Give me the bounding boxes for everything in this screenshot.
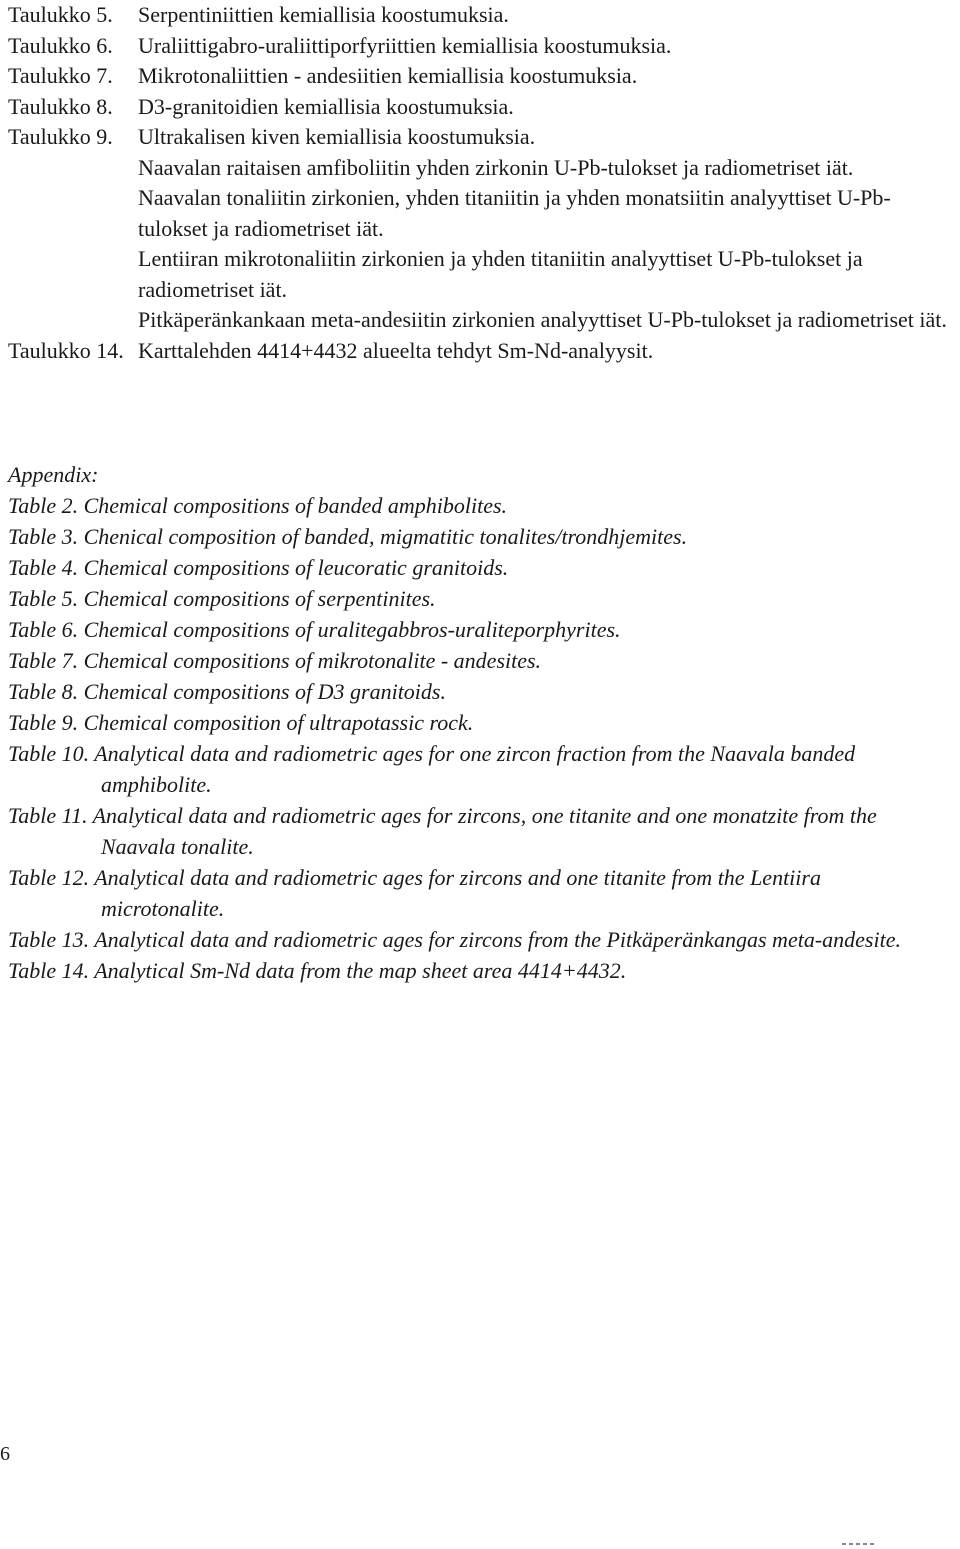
entry-text: Pitkäperänkankaan meta-andesiitin zirkonien analyyttiset U-Pb-tulokset ja radiometriset iät. [138,307,947,332]
entry-text: Chenical composition of banded, migmatitic tonalites/trondhjemites. [83,524,688,549]
entry-text: Analytical data and radiometric ages for one zircon fraction from the Naavala banded amphibolite. [94,741,856,797]
entry-label: Table 14. [8,958,90,983]
list-item [8,122,908,153]
entry-label [8,183,138,214]
entry-text: Uraliittigabro-uraliittiporfyriittien kemiallisia koostumuksia. [138,32,672,58]
entry-text: Chemical composition of ultrapotassic rock. [83,710,474,735]
entry-label: Table 11. [8,803,88,828]
list-item [8,92,908,123]
list-item [8,31,908,62]
entry-text: Analytical data and radiometric ages for zircons, one titanite and one monatzite from the Naavala tonalite. [92,803,877,859]
entry-text: Chemical compositions of uralitegabbros-uraliteporphyrites. [83,617,621,642]
entry-label: Table 10. [8,741,90,766]
entry-text: Karttalehden 4414+4432 alueelta tehdyt Sm-Nd-analyysit. [138,337,654,363]
list-item [8,244,958,305]
list-item [8,924,960,955]
list-item [8,490,908,521]
entry-text: Ultrakalisen kiven kemiallisia koostumuksia. [138,124,536,149]
entry-label [8,305,138,336]
entry-label: Taulukko 8. [8,93,113,119]
entry-text: Chemical compositions of mikrotonalite - andesites. [83,648,542,673]
list-item [8,676,908,707]
entry-label: Table 3. [8,524,79,549]
entry-label: Table 6. [8,617,79,642]
entry-text: D3-granitoidien kemiallisia koostumuksia. [138,93,514,119]
entry-label: Table 7. [8,648,79,673]
entry-label: Taulukko 14. [8,337,124,363]
entry-label: Taulukko 6. [8,32,113,58]
entry-label [8,153,138,184]
list-item [8,521,908,552]
page-number: 6 [0,1443,10,1465]
entry-label: Table 5. [8,586,79,611]
list-item [8,583,908,614]
list-item [8,305,960,336]
list-item [8,707,908,738]
entry-label: Table 8. [8,679,79,704]
entry-label: Table 13. [8,927,90,952]
entry-text: Analytical data and radiometric ages for zircons from the Pitkäperänkangas meta-andesite. [94,927,901,952]
list-item [8,183,918,244]
entry-text: Chemical compositions of leucoratic granitoids. [83,555,509,580]
entry-text: Naavalan tonaliitin zirkonien, yhden titaniitin ja yhden monatsiitin analyyttiset U-Pb-tulokset ja radiometriset iät. [138,185,891,241]
entry-label: Taulukko 5. [8,2,113,27]
english-table-list [8,490,908,986]
entry-text: Chemical compositions of D3 granitoids. [83,679,446,704]
list-item [8,645,908,676]
list-item [8,738,881,800]
entry-label: Taulukko 9. [8,124,113,149]
list-item [8,61,908,92]
list-item [8,153,938,184]
list-item [8,862,921,924]
entry-text: Analytical data and radiometric ages for zircons and one titanite from the Lentiira microtonalite. [94,865,821,921]
entry-label: Table 12. [8,865,90,890]
entry-label: Table 2. [8,493,79,518]
list-item [8,614,908,645]
appendix-heading: Appendix: [8,462,99,487]
finnish-table-list [8,0,947,366]
entry-text: Serpentiniittien kemiallisia koostumuksia. [138,2,509,27]
entry-text: Naavalan raitaisen amfiboliitin yhden zirkonin U-Pb-tulokset ja radiometriset iät. [138,154,854,180]
entry-text: Chemical compositions of serpentinites. [83,586,436,611]
entry-text: Analytical Sm-Nd data from the map sheet area 4414+4432. [94,958,627,983]
list-item [8,955,908,986]
list-item [8,336,908,367]
entry-text: Chemical compositions of banded amphibolites. [83,493,508,518]
scan-artifact [842,1543,876,1545]
list-item [8,800,891,862]
entry-label [8,244,138,275]
entry-label: Table 9. [8,710,79,735]
entry-text: Lentiiran mikrotonaliitin zirkonien ja yhden titaniitin analyyttiset U-Pb-tulokset ja radiometriset iät. [138,246,863,302]
entry-label: Table 4. [8,555,79,580]
entry-label: Taulukko 7. [8,63,113,88]
list-item [8,0,908,31]
entry-text: Mikrotonaliittien - andesiitien kemiallisia koostumuksia. [138,63,638,88]
list-item [8,552,908,583]
